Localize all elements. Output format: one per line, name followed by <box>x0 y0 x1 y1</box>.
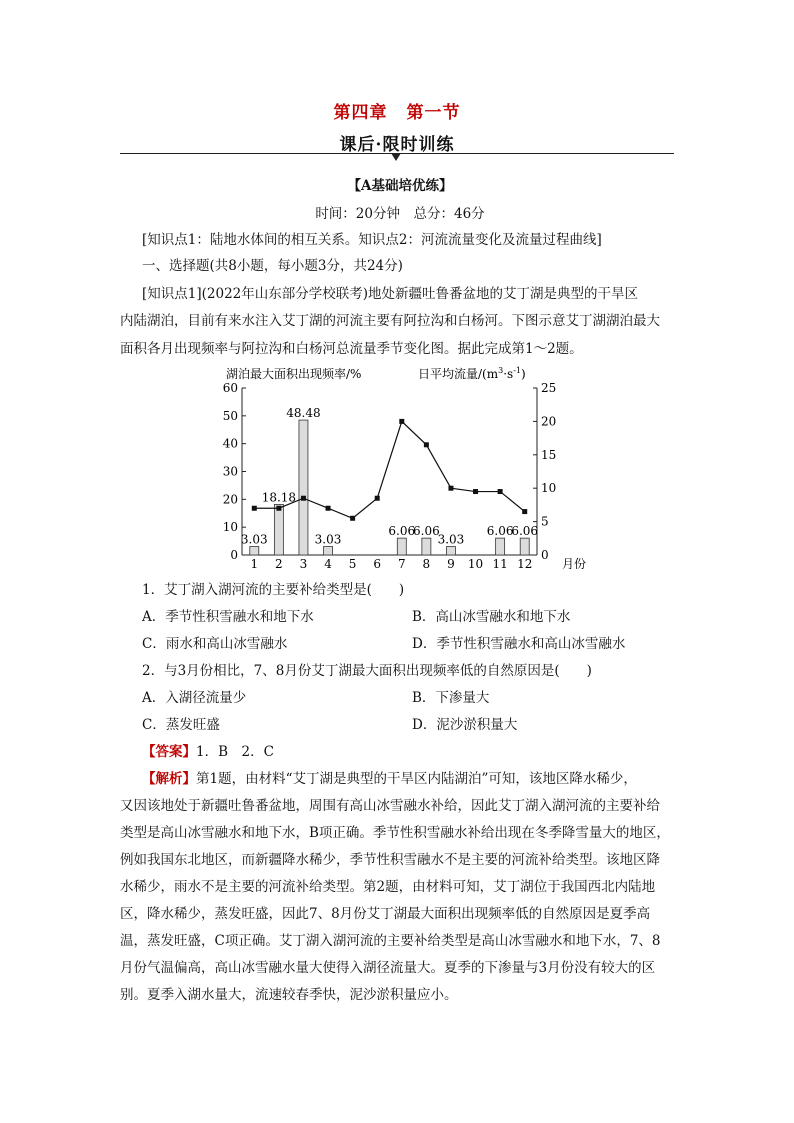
left-tick-label: 50 <box>222 408 238 423</box>
flow-point <box>473 489 478 494</box>
analysis-line-1 <box>142 769 702 789</box>
q2-option-a[interactable]: A．入湖径流量少 <box>142 690 247 706</box>
time-score: 时间：20分钟 总分：46分 <box>315 206 485 222</box>
analysis-line-3: 类型是高山冰雪融水和地下水，B项正确。季节性积雪融水补给出现在冬季降雪量大的地区， <box>120 825 670 841</box>
frequency-bar <box>324 547 333 555</box>
header-arrow-icon <box>391 153 401 161</box>
flow-point <box>375 496 380 501</box>
chart-plot-area <box>223 381 557 571</box>
level-title: 【A基础培优练】 <box>347 178 453 194</box>
x-tick-label: 4 <box>324 557 332 571</box>
x-tick-label: 12 <box>517 557 533 571</box>
passage-line-3: 面积各月出现频率与阿拉沟和白杨河总流量季节变化图。据此完成第1～2题。 <box>120 341 583 357</box>
x-tick-label: 5 <box>348 557 357 571</box>
bar-value-label: 6.06 <box>511 524 539 539</box>
right-tick-label: 25 <box>541 381 557 395</box>
frequency-bar <box>446 547 455 555</box>
left-tick-label: 40 <box>222 436 238 451</box>
bar-value-label: 48.48 <box>286 406 321 421</box>
flow-point <box>301 496 306 501</box>
x-tick-label: 3 <box>299 557 308 571</box>
bar-value-label: 6.06 <box>388 524 416 539</box>
analysis-line-8: 月份气温偏高，高山冰雪融水量大使得入湖径流量大。夏季的下渗量与3月份没有较大的区 <box>120 960 656 976</box>
q1-option-d[interactable]: D．季节性积雪融水和高山冰雪融水 <box>412 636 626 652</box>
right-axis-label-sup2: -1 <box>513 366 521 375</box>
q2-stem: 2．与3月份相比，7、8月份艾丁湖最大面积出现频率低的自然原因是( ) <box>142 663 592 679</box>
flow-point <box>326 506 331 511</box>
flow-point <box>252 506 257 511</box>
flow-point <box>424 442 429 447</box>
analysis-line-6: 区，降水稀少，蒸发旺盛，因此7、8月份艾丁湖最大面积出现频率低的自然原因是夏季高 <box>120 906 651 922</box>
right-axis-label-sup1: 3 <box>498 366 504 375</box>
x-tick-label: 9 <box>447 557 455 571</box>
answer-line <box>142 742 702 762</box>
right-axis-label-mid: ·s <box>503 367 514 381</box>
frequency-bar <box>422 538 431 555</box>
answer-text: 1．B 2．C <box>196 744 274 760</box>
right-axis-label <box>418 366 526 381</box>
q1-option-a[interactable]: A．季节性积雪融水和地下水 <box>142 609 314 625</box>
x-tick-label: 6 <box>373 557 382 571</box>
frequency-bar <box>520 538 529 555</box>
left-tick-label: 60 <box>222 381 238 395</box>
analysis-line-4: 例如我国东北地区，而新疆降水稀少，季节性积雪融水不是主要的河流补给类型。该地区降 <box>120 852 660 868</box>
analysis-line-5: 水稀少，雨水不是主要的河流补给类型。第2题，由材料可知，艾丁湖位于我国西北内陆地 <box>120 879 656 895</box>
bar-value-label: 6.06 <box>486 524 514 539</box>
right-tick-label: 15 <box>541 447 557 462</box>
x-tick-label: 1 <box>250 557 259 571</box>
bar-value-label: 6.06 <box>413 524 440 539</box>
x-tick-label: 8 <box>422 557 431 571</box>
analysis-line-9: 别。夏季入湖水量大，流速较春季快，泥沙淤积量应小。 <box>120 987 458 1003</box>
passage-line-2: 内陆湖泊，目前有来水注入艾丁湖的河流主要有阿拉沟和白杨河。下图示意艾丁湖湖泊最大 <box>120 313 660 329</box>
frequency-bar <box>496 538 505 555</box>
q2-option-c[interactable]: C．蒸发旺盛 <box>142 717 220 733</box>
chapter-heading <box>0 98 794 123</box>
flow-point <box>448 486 453 491</box>
q1-stem: 1．艾丁湖入湖河流的主要补给类型是( ) <box>142 582 405 598</box>
frequency-bar <box>299 420 308 555</box>
flow-point <box>522 509 527 514</box>
chapter-label: 第四章 <box>333 103 388 123</box>
frequency-bar <box>397 538 406 555</box>
x-tick-label: 2 <box>275 557 283 571</box>
frequency-bar <box>250 547 259 555</box>
x-tick-label: 7 <box>397 557 406 571</box>
knowledge-points: [知识点1：陆地水体间的相互关系。知识点2：河流流量变化及流量过程曲线] <box>142 232 602 248</box>
left-tick-label: 30 <box>222 464 238 479</box>
analysis-line-7: 温，蒸发旺盛，C项正确。艾丁湖入湖河流的主要补给类型是高山冰雪融水和地下水，7、8 <box>120 933 661 949</box>
page-subtitle: 课后·限时训练 <box>339 135 455 155</box>
section-label: 第一节 <box>406 103 461 123</box>
q1-option-b[interactable]: B．高山冰雪融水和地下水 <box>412 609 571 625</box>
q1-option-c[interactable]: C．雨水和高山冰雪融水 <box>142 636 288 652</box>
passage-line-1: [知识点1](2022年山东部分学校联考)地处新疆吐鲁番盆地的艾丁湖是典型的干旱区 <box>142 286 639 302</box>
analysis-first: 第1题，由材料“艾丁湖是典型的干旱区内陆湖泊”可知，该地区降水稀少， <box>196 771 637 787</box>
analysis-line-2: 又因该地处于新疆吐鲁番盆地，周围有高山冰雪融水补给，因此艾丁湖入湖河流的主要补给 <box>120 798 660 814</box>
right-tick-label: 10 <box>541 481 557 496</box>
frequency-bar <box>274 504 283 555</box>
analysis-tag: 【解析】 <box>142 771 196 787</box>
x-axis-suffix: 月份 <box>562 557 587 571</box>
left-tick-label: 0 <box>230 548 238 562</box>
left-axis-label: 湖泊最大面积出现频率/% <box>226 367 362 381</box>
q2-option-d[interactable]: D．泥沙淤积量大 <box>412 717 518 733</box>
bar-value-label: 3.03 <box>314 532 342 547</box>
right-tick-label: 0 <box>541 548 549 562</box>
flow-point <box>399 419 404 424</box>
right-tick-label: 20 <box>541 414 557 429</box>
x-tick-label: 10 <box>467 557 484 571</box>
lake-flow-chart <box>0 362 794 572</box>
left-tick-label: 10 <box>222 520 238 535</box>
flow-point <box>350 516 355 521</box>
answer-tag: 【答案】 <box>142 744 196 760</box>
section-title: 一、选择题(共8小题，每小题3分，共24分) <box>142 258 403 274</box>
flow-point <box>498 489 503 494</box>
bar-value-label: 3.03 <box>437 532 465 547</box>
x-tick-label: 11 <box>492 557 508 571</box>
bar-value-label: 3.03 <box>240 532 268 547</box>
right-axis-label-prefix: 日平均流量/(m <box>418 367 499 381</box>
left-tick-label: 20 <box>222 492 238 507</box>
bar-value-label: 18.18 <box>261 490 297 505</box>
flow-point <box>276 506 281 511</box>
right-tick-label: 5 <box>541 514 549 529</box>
right-axis-label-suffix: ) <box>520 367 526 381</box>
q2-option-b[interactable]: B．下渗量大 <box>412 690 490 706</box>
